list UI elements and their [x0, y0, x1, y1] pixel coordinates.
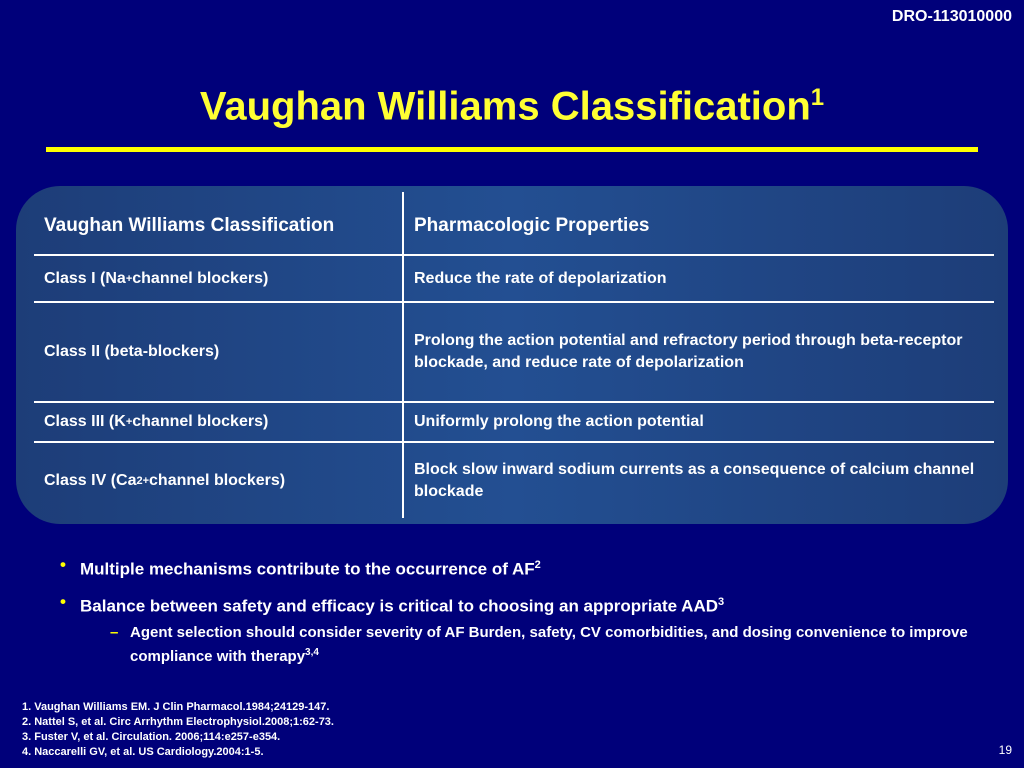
- title-citation: 1: [810, 84, 825, 111]
- bullet-mark: •: [60, 591, 66, 611]
- table-header-classification: Vaughan Williams Classification: [44, 215, 335, 236]
- references: [22, 700, 334, 760]
- bullet-item: • Balance between safety and efficacy is critical to choosing an appropriate AAD$^3$: [60, 591, 725, 616]
- table-header-properties: Pharmacologic Properties: [414, 215, 650, 236]
- sub-bullet-item: – Agent selection should consider severity of AF Burden, safety, CV comorbidities, and dosing convenience to improve compliance with therapy$^{3,4}$: [110, 624, 968, 666]
- table-cell-properties: Uniformly prolong the action potential: [414, 413, 704, 430]
- table-cell-properties: Prolong the action potential and refractory period through beta-receptor blockade, and reduce rate of depolarization: [414, 332, 963, 371]
- bullet-list: [60, 554, 1000, 667]
- page-number: 19: [998, 743, 1012, 757]
- table-cell-class: Class IV (Ca 2+ channel blockers): [44, 472, 286, 489]
- sub-bullet-mark: –: [110, 624, 119, 642]
- reference-item: 1. Vaughan Williams EM. J Clin Pharmacol.1984;24129-147.: [22, 701, 330, 713]
- reference-item: 4. Naccarelli GV, et al. US Cardiology.2004:1-5.: [22, 746, 264, 758]
- bullet-mark: •: [60, 555, 66, 574]
- table-cell-class: Class III (K + channel blockers): [44, 413, 269, 430]
- table-cell-properties: Block slow inward sodium currents as a consequence of calcium channel blockade: [414, 461, 975, 500]
- bullet-item: • Multiple mechanisms contribute to the occurrence of $AF^2$: [60, 555, 541, 579]
- reference-item: 3. Fuster V, et al. Circulation. 2006;114:e257-e354.: [22, 731, 281, 743]
- reference-item: 2. Nattel S, et al. Circ Arrhythm Electrophysiol.2008;1:62-73.: [22, 716, 334, 728]
- title-underline: [46, 147, 978, 152]
- document-code: DRO-113010000: [891, 8, 1012, 25]
- table-cell-class: Class I (Na + channel blockers): [44, 269, 269, 287]
- slide-title: [0, 84, 1024, 129]
- table-cell-class: Class II (beta-blockers): [44, 343, 220, 360]
- table-column-divider: [402, 192, 404, 518]
- table-cell-properties: Reduce the rate of depolarization: [414, 269, 667, 287]
- title-text: Vaughan Williams Classification: [199, 84, 811, 129]
